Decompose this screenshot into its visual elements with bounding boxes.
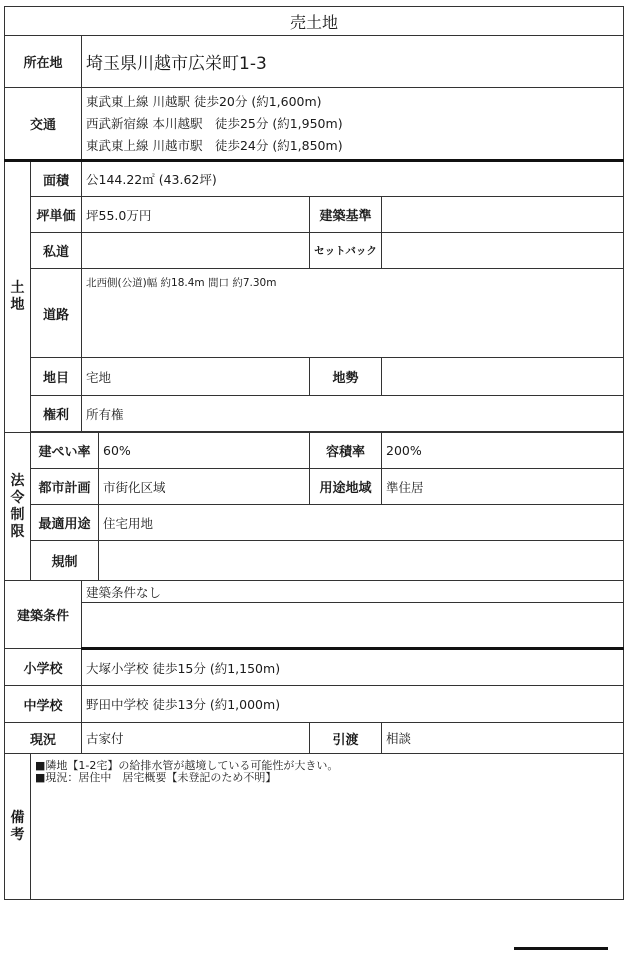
building-conditions-label: 建築条件 xyxy=(5,581,82,649)
elementary-value: 大塚小学校 徒歩15分 (約1,150m) xyxy=(82,649,624,686)
far-label: 容積率 xyxy=(310,433,382,469)
transport-lines xyxy=(82,88,624,161)
land-category-label: 地目 xyxy=(31,358,82,396)
handover-label: 引渡 xyxy=(310,723,382,754)
rights-value: 所有権 xyxy=(82,396,624,432)
coverage-value: 60% xyxy=(99,433,310,469)
remark-line: ■現況：居住中 居宅概要【未登記のため不明】 xyxy=(35,771,277,784)
setback-value xyxy=(382,233,624,269)
transport-line: 東武東上線 川越駅 徒歩20分 (約1,600m) xyxy=(86,93,322,109)
remarks-content xyxy=(31,754,624,900)
far-value: 200% xyxy=(382,433,624,469)
rights-label: 権利 xyxy=(31,396,82,432)
remarks-label: 備 考 xyxy=(5,754,31,900)
private-road-value xyxy=(82,233,310,269)
transport-line: 西武新宿線 本川越駅 徒歩25分 (約1,950m) xyxy=(86,115,343,131)
junior-high-value: 野田中学校 徒歩13分 (約1,000m) xyxy=(82,686,624,723)
land-category-value: 宅地 xyxy=(82,358,310,396)
property-table xyxy=(4,6,624,900)
best-use-value: 住宅用地 xyxy=(99,505,624,541)
road-value: 北西側(公道)幅 約18.4m 間口 約7.30m xyxy=(82,269,624,358)
regulation-value xyxy=(99,541,624,581)
terrain-label: 地勢 xyxy=(310,358,382,396)
transport-label: 交通 xyxy=(5,88,82,161)
building-standard-label: 建築基準 xyxy=(310,197,382,233)
transport-line: 東武東上線 川越市駅 徒歩24分 (約1,850m) xyxy=(86,137,343,153)
city-plan-label: 都市計画 xyxy=(31,469,99,505)
building-conditions-value: 建築条件なし xyxy=(82,581,624,603)
city-plan-value: 市街化区域 xyxy=(99,469,310,505)
coverage-label: 建ぺい率 xyxy=(31,433,99,469)
unit-price-value: 坪55.0万円 xyxy=(82,197,310,233)
area-label: 面積 xyxy=(31,161,82,197)
terrain-value xyxy=(382,358,624,396)
location-value: 埼玉県川越市広栄町1-3 xyxy=(82,36,624,88)
location-label: 所在地 xyxy=(5,36,82,88)
handover-value: 相談 xyxy=(382,723,624,754)
land-group-label: 土 地 xyxy=(5,161,31,433)
remark-line: ■隣地【1-2宅】の給排水管が越境している可能性が大きい。 xyxy=(35,759,339,772)
junior-high-label: 中学校 xyxy=(5,686,82,723)
status-label: 現況 xyxy=(5,723,82,754)
sheet-title: 売土地 xyxy=(5,7,624,36)
private-road-label: 私道 xyxy=(31,233,82,269)
setback-label: セットバック xyxy=(310,233,382,269)
area-value: 公144.22㎡ (43.62坪) xyxy=(82,161,624,197)
bottom-edge-mark xyxy=(514,947,608,950)
regulation-label: 規制 xyxy=(31,541,99,581)
zoning-value: 準住居 xyxy=(382,469,624,505)
building-standard-value xyxy=(382,197,624,233)
legal-group-label: 法 令 制 限 xyxy=(5,433,31,581)
road-label: 道路 xyxy=(31,269,82,358)
elementary-label: 小学校 xyxy=(5,649,82,686)
best-use-label: 最適用途 xyxy=(31,505,99,541)
building-conditions-extra xyxy=(82,603,624,649)
zoning-label: 用途地域 xyxy=(310,469,382,505)
status-value: 古家付 xyxy=(82,723,310,754)
unit-price-label: 坪単価 xyxy=(31,197,82,233)
property-sheet xyxy=(4,6,623,900)
